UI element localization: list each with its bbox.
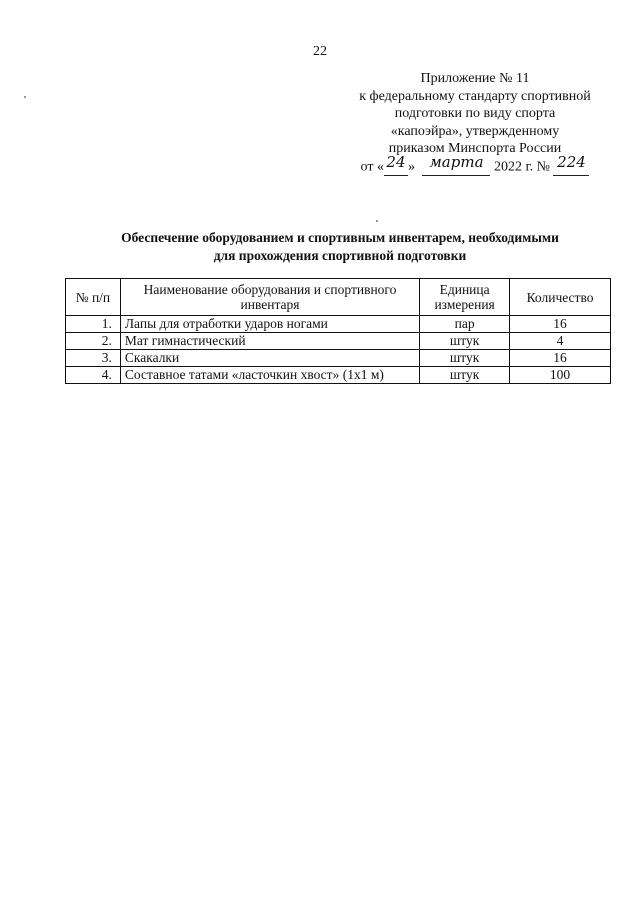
table-header-row	[66, 279, 611, 316]
appendix-line-order: приказом Минспорта России	[388, 141, 562, 156]
appendix-line-sport-name: «капоэйра», утвержденному	[390, 123, 560, 139]
page-number: 22	[313, 44, 327, 59]
row-name: Скакалки	[120, 350, 419, 367]
year-text: 2022 г. №	[493, 159, 550, 174]
header-num: № п/п	[66, 279, 121, 316]
appendix-block	[330, 70, 620, 176]
row-num: 2.	[66, 333, 121, 350]
month-handwritten: марта	[429, 152, 484, 171]
header-unit: Единица измерения	[420, 279, 510, 316]
row-qty: 4	[510, 333, 611, 350]
row-num: 4.	[66, 367, 121, 384]
document-title-line-2: для прохождения спортивной подготовки	[213, 248, 467, 263]
date-prefix: от «	[360, 159, 384, 174]
table-row	[66, 367, 611, 384]
row-name: Составное татами «ласточкин хвост» (1x1 м)	[120, 367, 419, 384]
header-name: Наименование оборудования и спортивного инвентаря	[120, 279, 419, 316]
table-row	[66, 350, 611, 367]
header-qty: Количество	[510, 279, 611, 316]
order-number-field	[553, 152, 589, 176]
table-row	[66, 316, 611, 333]
order-number-handwritten: 224	[557, 152, 586, 171]
document-title	[60, 229, 620, 265]
row-name: Мат гимнастический	[120, 333, 419, 350]
document-title-line-1: Обеспечение оборудованием и спортивным инвентарем, необходимыми	[121, 230, 559, 245]
appendix-date-line	[330, 152, 620, 176]
month-field	[422, 152, 490, 176]
row-num: 3.	[66, 350, 121, 367]
row-qty: 100	[510, 367, 611, 384]
table-row	[66, 333, 611, 350]
day-handwritten: 24	[386, 152, 406, 171]
row-unit: штук	[420, 367, 510, 384]
appendix-line-standard: к федеральному стандарту спортивной	[359, 88, 591, 104]
day-field	[384, 152, 408, 176]
row-qty: 16	[510, 350, 611, 367]
equipment-table	[65, 278, 611, 384]
row-qty: 16	[510, 316, 611, 333]
row-unit: пар	[420, 316, 510, 333]
row-unit: штук	[420, 333, 510, 350]
appendix-line-sport-type: подготовки по виду спорта	[394, 106, 556, 121]
row-name: Лапы для отработки ударов ногами	[120, 316, 419, 333]
day-suffix: »	[407, 159, 415, 174]
appendix-title: Приложение № 11	[420, 71, 530, 86]
scan-speck	[24, 96, 26, 98]
scan-speck	[376, 220, 378, 222]
row-unit: штук	[420, 350, 510, 367]
row-num: 1.	[66, 316, 121, 333]
